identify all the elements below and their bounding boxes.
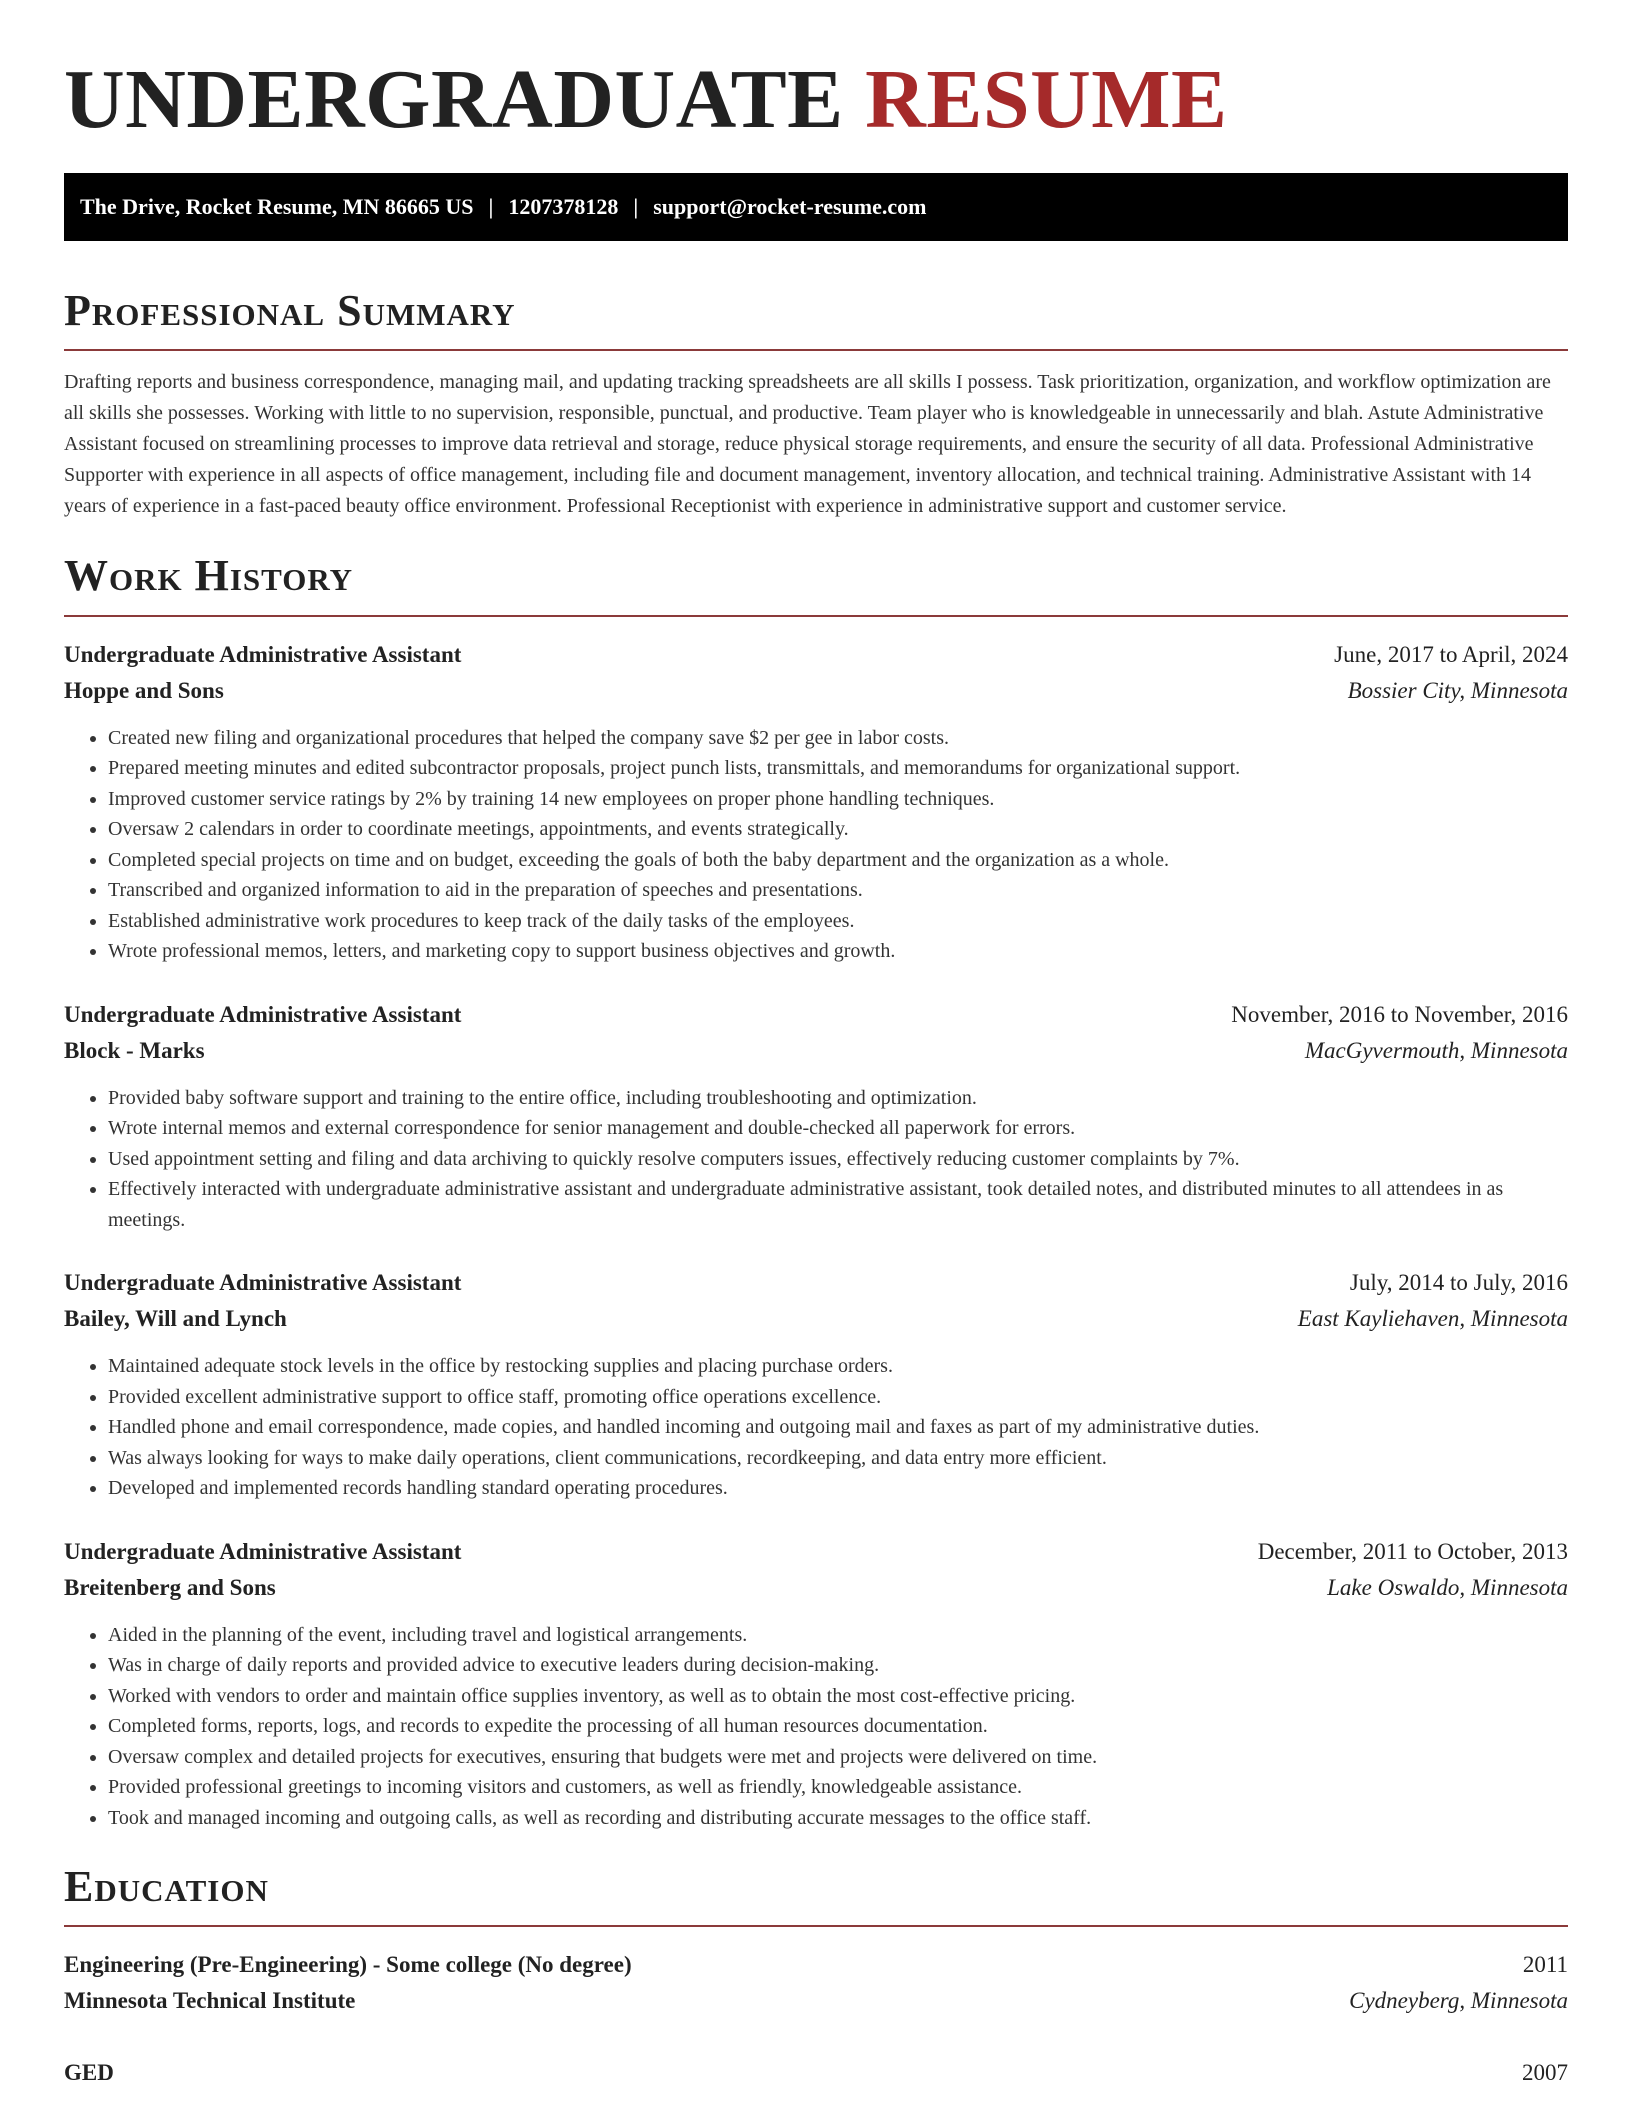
job-header-row — [64, 1265, 1568, 1301]
job-bullet: • Effectively interacted with undergraduate administrative assistant and undergraduate administrative assistant, took detailed notes, and distributed minutes to all attendees in as meetings. — [108, 1174, 1568, 1235]
section-heading-work-history: Work History — [64, 551, 354, 601]
job-location: East Kayliehaven, Minnesota — [1297, 1306, 1568, 1332]
contact-email: support@rocket-resume.com — [653, 193, 927, 219]
job-title: Undergraduate Administrative Assistant — [64, 1538, 462, 1564]
job-location: Bossier City, Minnesota — [1347, 677, 1568, 703]
education-location: Cydneyberg, Minnesota — [1349, 1988, 1568, 2014]
job-entry — [64, 997, 1568, 1236]
education-school: Minnesota Technical Institute — [64, 1988, 356, 2014]
job-bullet: • Worked with vendors to order and maintain office supplies inventory, as well as to obtain the most cost-effective pricing. — [108, 1681, 1568, 1712]
contact-separator: | — [633, 193, 639, 219]
job-company-row — [64, 1033, 1568, 1069]
resume-title — [64, 50, 1568, 151]
job-bullet: • Provided baby software support and training to the entire office, including troubleshooting and optimization. — [108, 1083, 1568, 1114]
education-degree: Engineering (Pre-Engineering) - Some college (No degree) — [64, 1952, 632, 1978]
section-divider — [64, 349, 1568, 351]
job-bullet: • Was in charge of daily reports and provided advice to executive leaders during decision-making. — [108, 1650, 1568, 1681]
education-degree: GED — [64, 2060, 114, 2086]
education-year: 2007 — [1522, 2060, 1568, 2086]
title-main: UNDERGRADUATE — [64, 53, 844, 146]
job-company-row — [64, 673, 1568, 709]
section-heading-education: Education — [64, 1862, 269, 1912]
job-bullets — [64, 1351, 1568, 1504]
education-entry — [64, 1947, 1568, 2019]
job-dates: June, 2017 to April, 2024 — [1334, 641, 1568, 667]
job-bullet: • Wrote professional memos, letters, and marketing copy to support business objectives and growth. — [108, 936, 1568, 967]
education-school-row — [64, 1983, 1568, 2019]
job-company: Hoppe and Sons — [64, 677, 224, 703]
job-location: MacGyvermouth, Minnesota — [1304, 1037, 1568, 1063]
job-bullet: • Aided in the planning of the event, including travel and logistical arrangements. — [108, 1620, 1568, 1651]
job-bullet: • Handled phone and email correspondence, made copies, and handled incoming and outgoing mail and faxes as part of my administrative duties. — [108, 1412, 1568, 1443]
contact-phone: 1207378128 — [508, 193, 619, 219]
contact-bar — [64, 173, 1568, 241]
job-company: Block - Marks — [64, 1037, 205, 1063]
job-bullet: • Oversaw complex and detailed projects for executives, ensuring that budgets were met and projects were delivered on time. — [108, 1742, 1568, 1773]
job-bullet: • Transcribed and organized information to aid in the preparation of speeches and presentations. — [108, 875, 1568, 906]
job-bullet: • Used appointment setting and filing and data archiving to quickly resolve computers issues, effectively reducing customer complaints by 7%. — [108, 1144, 1568, 1175]
job-header-row — [64, 997, 1568, 1033]
job-header-row — [64, 637, 1568, 673]
job-bullet: • Wrote internal memos and external correspondence for senior management and double-checked all paperwork for errors. — [108, 1113, 1568, 1144]
job-company: Bailey, Will and Lynch — [64, 1306, 287, 1332]
job-bullet: • Maintained adequate stock levels in the office by restocking supplies and placing purchase orders. — [108, 1351, 1568, 1382]
job-bullet: • Developed and implemented records handling standard operating procedures. — [108, 1473, 1568, 1504]
education-header-row — [64, 1947, 1568, 1983]
job-company: Breitenberg and Sons — [64, 1574, 276, 1600]
job-bullet: • Prepared meeting minutes and edited subcontractor proposals, project punch lists, transmittals, and memorandums for organizational support. — [108, 753, 1568, 784]
work-history-section — [64, 552, 1568, 1833]
job-dates: November, 2016 to November, 2016 — [1231, 1001, 1568, 1027]
job-title: Undergraduate Administrative Assistant — [64, 641, 462, 667]
contact-address: The Drive, Rocket Resume, MN 86665 US — [80, 193, 474, 219]
contact-separator: | — [488, 193, 494, 219]
job-bullet: • Completed special projects on time and on budget, exceeding the goals of both the baby department and the organization as a whole. — [108, 845, 1568, 876]
summary-text: Drafting reports and business correspondence, managing mail, and updating tracking spreadsheets are all skills I possess. Task prioritization, organization, and workflow optimization are all skills she possesses. Working with little to no supervision, responsible, punctual, and productive. Team player who is knowledgeable in unnecessarily and blah. Astute Administrative Assistant focused on streamlining processes to improve data retrieval and storage, reduce physical storage requirements, and ensure the security of all data. Professional Administrative Supporter with experience in all aspects of office management, including file and document management, inventory allocation, and technical training. Administrative Assistant with 14 years of experience in a fast-paced beauty office environment. Professional Receptionist with experience in administrative support and customer service. — [64, 371, 1551, 518]
job-bullets — [64, 1083, 1568, 1236]
job-dates: December, 2011 to October, 2013 — [1257, 1538, 1568, 1564]
section-heading-summary: Professional Summary — [64, 285, 516, 335]
job-title: Undergraduate Administrative Assistant — [64, 1270, 462, 1296]
job-bullets — [64, 723, 1568, 967]
job-bullet: • Took and managed incoming and outgoing calls, as well as recording and distributing accurate messages to the office staff. — [108, 1803, 1568, 1834]
job-bullet: • Provided excellent administrative support to office staff, promoting office operations excellence. — [108, 1382, 1568, 1413]
job-company-row — [64, 1570, 1568, 1606]
education-section — [64, 1863, 1568, 2091]
education-year: 2011 — [1522, 1952, 1568, 1978]
job-bullet: • Completed forms, reports, logs, and records to expedite the processing of all human resources documentation. — [108, 1711, 1568, 1742]
job-entry — [64, 1534, 1568, 1834]
job-dates: July, 2014 to July, 2016 — [1349, 1270, 1568, 1296]
job-entry — [64, 1265, 1568, 1504]
section-divider — [64, 615, 1568, 617]
title-accent: RESUME — [865, 53, 1228, 146]
job-bullet: • Provided professional greetings to incoming visitors and customers, as well as friendly, knowledgeable assistance. — [108, 1772, 1568, 1803]
job-entry — [64, 637, 1568, 967]
job-title: Undergraduate Administrative Assistant — [64, 1001, 462, 1027]
education-entry — [64, 2055, 1568, 2091]
education-header-row — [64, 2055, 1568, 2091]
job-company-row — [64, 1301, 1568, 1337]
job-bullets — [64, 1620, 1568, 1834]
job-location: Lake Oswaldo, Minnesota — [1327, 1574, 1568, 1600]
job-header-row — [64, 1534, 1568, 1570]
job-bullet: • Was always looking for ways to make daily operations, client communications, recordkeeping, and data entry more efficient. — [108, 1443, 1568, 1474]
job-bullet: • Oversaw 2 calendars in order to coordinate meetings, appointments, and events strategically. — [108, 814, 1568, 845]
job-bullet: • Improved customer service ratings by 2% by training 14 new employees on proper phone handling techniques. — [108, 784, 1568, 815]
summary-section — [64, 287, 1568, 522]
section-divider — [64, 1925, 1568, 1927]
job-bullet: • Established administrative work procedures to keep track of the daily tasks of the employees. — [108, 906, 1568, 937]
job-bullet: • Created new filing and organizational procedures that helped the company save $2 per gee in labor costs. — [108, 723, 1568, 754]
